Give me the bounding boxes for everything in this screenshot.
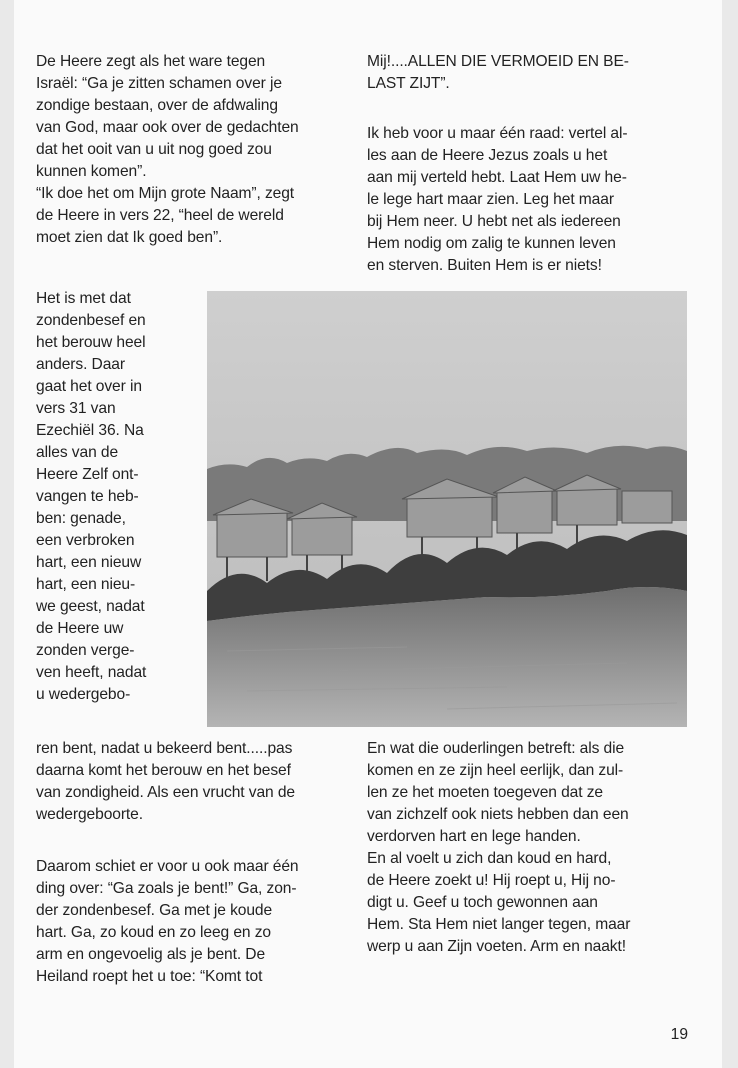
page-number: 19 <box>670 1026 688 1043</box>
col2-paragraph-3: En wat die ouderlingen betreft: als die komen en ze zijn heel eerlijk, dan zul- len ze het moeten toegeven dat ze van zichzelf ook niets hebben dan een verdorven hart en lege handen. En al voelt u zich dan koud en hard, de Heere zoekt u! Hij roept u, Hij no- digt u. Geef u toch gewonnen aan Hem. Sta Hem niet langer tegen, maar werp u aan Zijn voeten. Arm en naakt! <box>367 740 631 955</box>
col1-paragraph-3: Daarom schiet er voor u ook maar één ding over: “Ga zoals je bent!” Ga, zon- der zondenbesef. Ga met je koude hart. Ga, zo koud en zo leeg en zo arm en ongevoelig als je bent. De Heiland roept het u toe: “Komt tot <box>36 858 299 985</box>
photo-illustration <box>207 291 687 727</box>
col1-paragraph-2-continued: ren bent, nadat u bekeerd bent.....pas daarna komt het berouw en het besef van zondigheid. Als een vrucht van de wedergeboorte. <box>36 740 295 823</box>
col1-paragraph-1: De Heere zegt als het ware tegen Israël: “Ga je zitten schamen over je zondige bestaan, over de afdwaling van God, maar ook over de gedachten dat het ooit van u uit nog goed zou kunnen komen”. “Ik doe het om Mijn grote Naam”, zegt de Heere in vers 22, “heel de wereld moet zien dat Ik goed ben”. <box>36 53 299 246</box>
col2-paragraph-1: Mij!....ALLEN DIE VERMOEID EN BE- LAST ZIJT”. <box>367 53 629 92</box>
riverside-stilt-houses-photo <box>207 291 687 727</box>
col2-paragraph-2: Ik heb voor u maar één raad: vertel al- les aan de Heere Jezus zoals u het aan mij verteld hebt. Laat Hem uw he- le lege hart maar zien. Leg het maar bij Hem neer. U hebt net als iedereen Hem nodig om zalig te kunnen leven en sterven. Buiten Hem is er niets! <box>367 125 628 274</box>
document-page <box>14 0 722 1068</box>
col1-paragraph-2-wrapped: Het is met dat zondenbesef en het berouw heel anders. Daar gaat het over in vers 31 van Ezechiël 36. Na alles van de Heere Zelf ont- vangen te heb- ben: genade, een verbroken hart, een nieuw hart, een nieu- we geest, nadat de Heere uw zonden verge- ven heeft, nadat u wedergebo- <box>36 290 147 703</box>
